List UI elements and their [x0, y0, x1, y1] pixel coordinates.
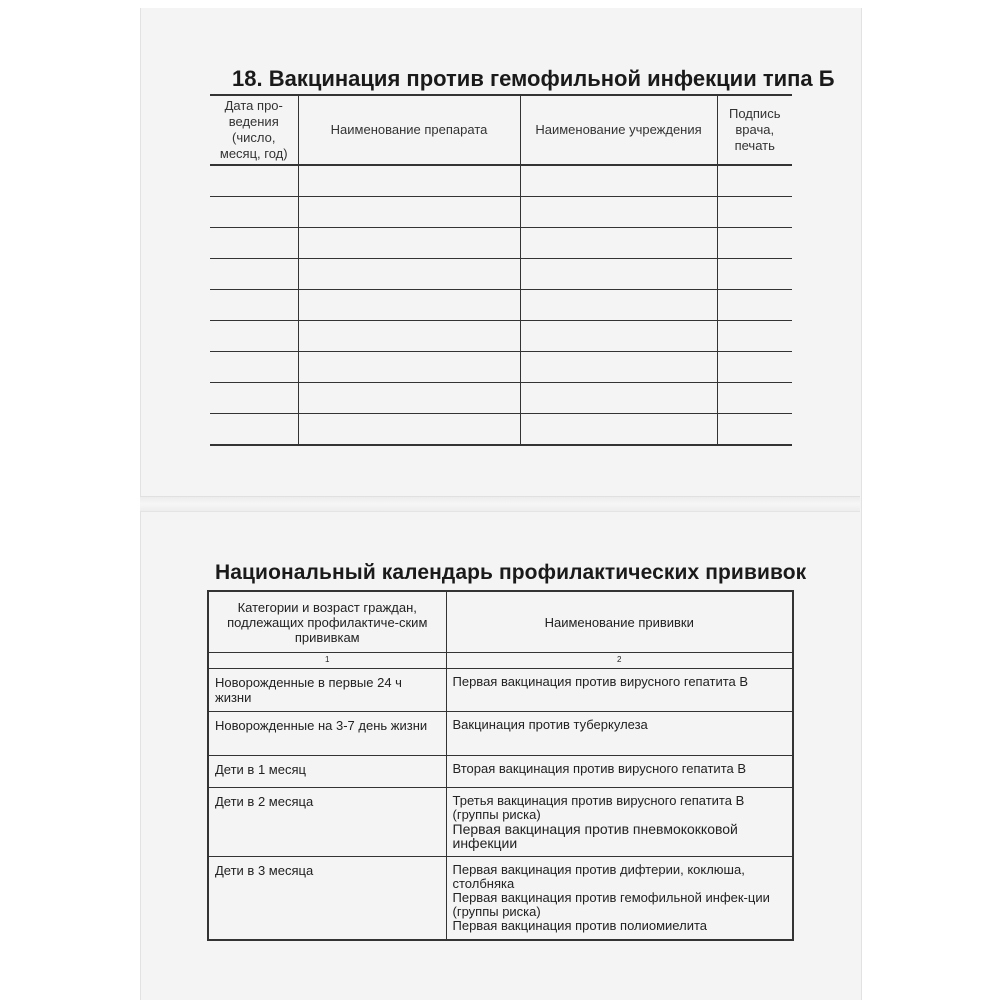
- vaccination-item: Первая вакцинация против полиомиелита: [452, 918, 707, 933]
- drug-cell: [298, 414, 520, 446]
- signature-cell: [717, 228, 792, 259]
- table-row: [210, 352, 792, 383]
- vaccination-cell: [446, 788, 793, 857]
- table-row: [208, 857, 793, 941]
- table-row: [210, 290, 792, 321]
- drug-cell: [298, 228, 520, 259]
- institution-cell: [520, 383, 717, 414]
- page-fold: [140, 496, 860, 512]
- vaccination-item: Вакцинация против туберкулеза: [452, 717, 648, 732]
- institution-cell: [520, 165, 717, 197]
- signature-cell: [717, 352, 792, 383]
- signature-cell: [717, 290, 792, 321]
- vaccination-item: Третья вакцинация против вирусного гепатита В (группы риска): [452, 793, 745, 822]
- header-drug: Наименование препарата: [298, 95, 520, 165]
- signature-cell: [717, 383, 792, 414]
- drug-cell: [298, 352, 520, 383]
- date-cell: [210, 165, 298, 197]
- table-row: [210, 259, 792, 290]
- date-cell: [210, 290, 298, 321]
- table-row: [210, 321, 792, 352]
- signature-cell: [717, 414, 792, 446]
- vaccination-item: Первая вакцинация против гемофильной инфек-ции (группы риска): [452, 890, 770, 919]
- drug-cell: [298, 259, 520, 290]
- drug-cell: [298, 383, 520, 414]
- date-cell: [210, 414, 298, 446]
- date-cell: [210, 383, 298, 414]
- column-number-row: [208, 653, 793, 669]
- header-vaccination: Наименование прививки: [446, 591, 793, 653]
- vaccination-cell: [446, 857, 793, 941]
- header-category: Категории и возраст граждан, подлежащих профилактиче-ским прививкам: [208, 591, 446, 653]
- institution-cell: [520, 228, 717, 259]
- table-header-row: [210, 95, 792, 165]
- header-signature: Подпись врача, печать: [717, 95, 792, 165]
- institution-cell: [520, 352, 717, 383]
- vaccination-item: Первая вакцинация против дифтерии, коклюша, столбняка: [452, 862, 745, 891]
- section-title-hib: 18. Вакцинация против гемофильной инфекции типа Б: [232, 66, 835, 91]
- national-calendar-table: [207, 590, 794, 941]
- signature-cell: [717, 165, 792, 197]
- vaccination-item: Вторая вакцинация против вирусного гепатита В: [452, 761, 747, 776]
- header-institution: Наименование учреждения: [520, 95, 717, 165]
- institution-cell: [520, 259, 717, 290]
- category-cell: Дети в 2 месяца: [208, 788, 446, 857]
- column-number-2: 2: [446, 653, 793, 669]
- date-cell: [210, 259, 298, 290]
- date-cell: [210, 197, 298, 228]
- date-cell: [210, 228, 298, 259]
- drug-cell: [298, 290, 520, 321]
- drug-cell: [298, 321, 520, 352]
- table-row: [208, 669, 793, 712]
- column-number-1: 1: [208, 653, 446, 669]
- signature-cell: [717, 321, 792, 352]
- institution-cell: [520, 290, 717, 321]
- section-title-national-calendar: Национальный календарь профилактических прививок: [215, 561, 807, 584]
- date-cell: [210, 321, 298, 352]
- table-row: [210, 414, 792, 446]
- header-date: Дата про-ведения (число, месяц, год): [210, 95, 298, 165]
- table-row: [208, 712, 793, 756]
- hib-vaccination-table: [210, 94, 792, 446]
- vaccination-cell: [446, 669, 793, 712]
- table-row: [210, 228, 792, 259]
- table-row: [210, 165, 792, 197]
- vaccination-cell: [446, 756, 793, 788]
- table-row: [208, 756, 793, 788]
- drug-cell: [298, 197, 520, 228]
- table-row: [210, 197, 792, 228]
- drug-cell: [298, 165, 520, 197]
- signature-cell: [717, 197, 792, 228]
- category-cell: Дети в 3 месяца: [208, 857, 446, 941]
- table-row: [208, 788, 793, 857]
- vaccination-cell: [446, 712, 793, 756]
- category-cell: Дети в 1 месяц: [208, 756, 446, 788]
- institution-cell: [520, 414, 717, 446]
- institution-cell: [520, 197, 717, 228]
- category-cell: Новорожденные на 3-7 день жизни: [208, 712, 446, 756]
- table-header-row: [208, 591, 793, 653]
- vaccination-item: Первая вакцинация против пневмококковой инфекции: [452, 821, 738, 851]
- date-cell: [210, 352, 298, 383]
- institution-cell: [520, 321, 717, 352]
- category-cell: Новорожденные в первые 24 ч жизни: [208, 669, 446, 712]
- table-row: [210, 383, 792, 414]
- vaccination-item: Первая вакцинация против вирусного гепатита В: [452, 674, 749, 689]
- signature-cell: [717, 259, 792, 290]
